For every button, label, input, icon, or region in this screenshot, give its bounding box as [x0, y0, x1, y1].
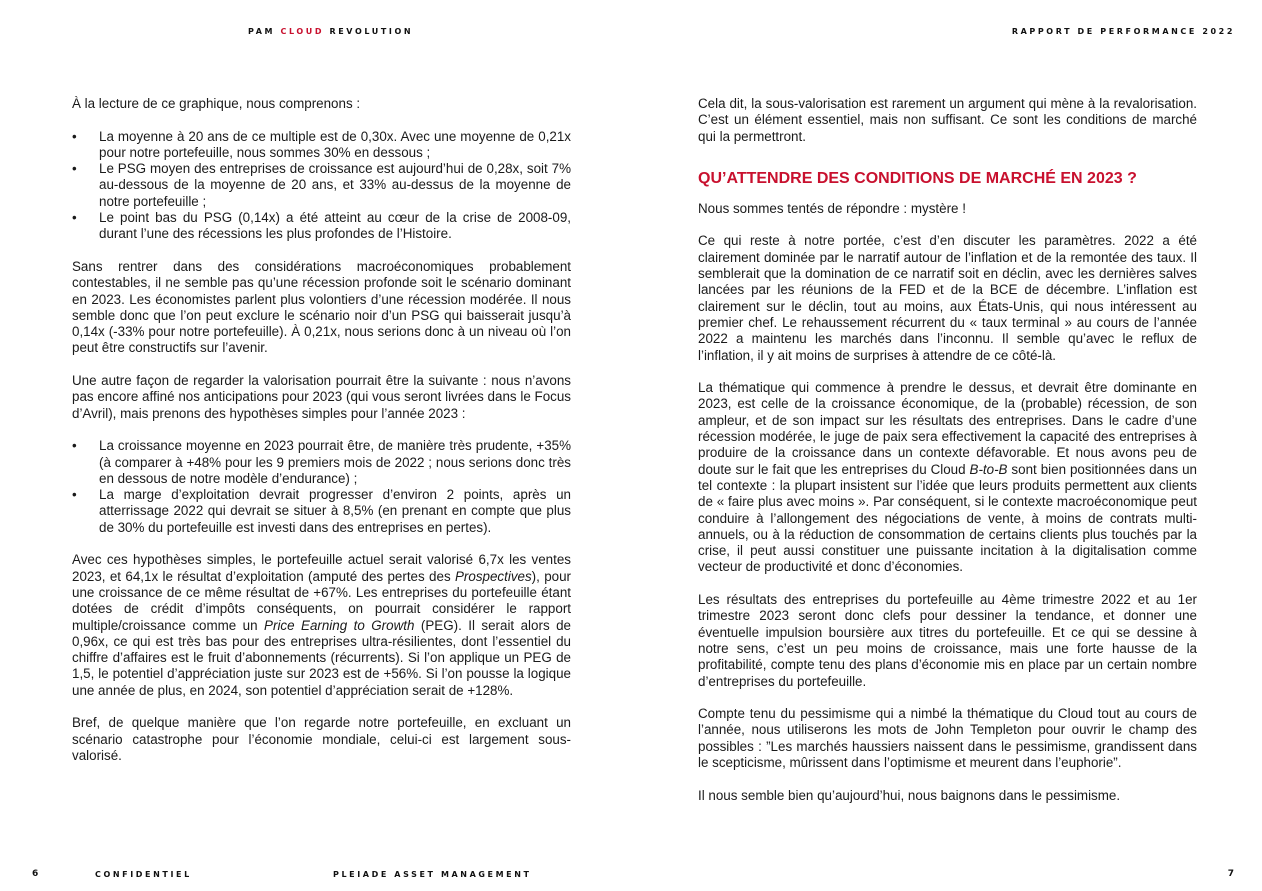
header-publication-title: [248, 27, 413, 36]
text-run: La thématique qui commence à prendre le dessus, et devrait être dominante en 2023, est celle de la croissance économique, de la (probable) récession, de son ampleur, et de son impact sur les résultats des entreprises. Dans le cadre d’une récession modérée, le juge de paix sera effectivement la capacité des entreprises à produire de la croissance dans un contexte défavorable. Et nous avons peu de doute sur le fait que les entreprises du Cloud: [698, 380, 1197, 477]
left-paragraph-valuation: Une autre façon de regarder la valorisation pourrait être la suivante : nous n’avons pas encore affiné nos anticipations pour 2023 (qui vous seront livrées dans le Focus d’Avril), mais prenons des hypothèses simples pour l’année 2023 :: [72, 373, 571, 421]
list-item: • Le PSG moyen des entreprises de croissance est aujourd’hui de 0,28x, soit 7% au-dessous de la moyenne de 20 ans, et 33% au-dessus de la moyenne de notre portefeuille ;: [72, 161, 571, 210]
left-paragraph-intro: À la lecture de ce graphique, nous comprenons :: [72, 96, 361, 111]
text-run: Avec ces hypothèses simples, le portefeuille actuel serait valorisé 6,7x les ventes 2023, et 64,1x le résultat d’exploitation (amputé des pertes des: [72, 552, 571, 584]
left-bullet-list-2: [72, 438, 571, 536]
header-report-title: RAPPORT DE PERFORMANCE 2022: [1011, 27, 1235, 36]
text-run: sont bien positionnées dans un tel contexte : la plupart insistent sur l’idée que leurs produits permettent aux clients de « faire plus avec moins ». Par conséquent, si le contexte macroéconomique peut conduire à l’allongement des négociations de vente, à moins de contrats multi-annuels, ou à la réduction de consommation de certains clients plus touchés par la crise, il peut aussi constituer une puissante incitation à la digitalisation comme vecteur de productivité et donc d’économies.: [698, 461, 1197, 575]
left-paragraph-conclusion: Bref, de quelque manière que l’on regarde notre portefeuille, en excluant un scénario catastrophe pour l’économie mondiale, celui-ci est largement sous-valorisé.: [72, 715, 571, 763]
right-paragraph-inflation: Ce qui reste à notre portée, c’est d’en discuter les paramètres. 2022 a été clairement dominée par le narratif autour de l’inflation et de la remontée des taux. Il semblerait que la domination de ce narratif soit en déclin, avec les dernières salves lancées par les réunions de la FED et de la BCE de décembre. L’inflation est clairement sur le déclin, tout au moins, aux États-Unis, qui nous intéressent au premier chef. Le rehaussement récurrent du « taux terminal » au cours de l’année 2022 a maintenu les marchés dans l’inconnu. Il semble qu’avec le reflux de l’inflation, il y ait moins de surprises à attendre de ce côté-là.: [698, 233, 1197, 363]
right-paragraph-templeton: Compte tenu du pessimisme qui a nimbé la thématique du Cloud tout au cours de l’année, nous utiliserons les mots de John Templeton pour ouvrir le champ des possibles : ”Les marchés haussiers naissent dans le pessimisme, grandissent dans le scepticisme, mûrissent dans l’optimisme et meurent dans l’euphorie”.: [698, 706, 1197, 770]
left-paragraph-recession: Sans rentrer dans des considérations macroéconomiques probablement contestables, il ne semble pas qu’une récession profonde soit le scénario dominant en 2023. Les économistes parlent plus volontiers d’une récession modérée. Il nous semble donc que l’on peut exclure le scénario noir d’un PSG qui baisserait jusqu’à 0,14x (-33% pour notre portefeuille). À 0,21x, nous serions donc à un niveau où l’on peut être constructifs sur l’avenir.: [72, 258, 571, 356]
footer-company-name: PLEIADE ASSET MANAGEMENT: [333, 870, 532, 879]
header-title-pre: PAM: [248, 27, 281, 36]
left-page-column: [72, 96, 571, 780]
right-paragraph-mystery: Nous sommes tentés de répondre : mystère !: [698, 200, 966, 216]
text-run-italic: Prospectives: [455, 568, 532, 584]
page-number-right: 7: [1227, 869, 1234, 879]
right-paragraph-pessimism: Il nous semble bien qu’aujourd’hui, nous baignons dans le pessimisme.: [698, 787, 1121, 803]
page-number-left: 6: [32, 869, 39, 879]
text-run-italic: B-to-B: [969, 461, 1008, 477]
left-paragraph-hypotheses: [72, 552, 571, 699]
right-page-column: [698, 96, 1197, 820]
text-run: (PEG). Il serait alors de 0,96x, ce qui est très bas pour des entreprises ultra-résilientes, dont l’essentiel du chiffre d’affaires est le fruit d’abonnements (récurrents). Si l’on applique un PEG de 1,5, le potentiel d’appréciation juste sur 2023 est de +56%. Si l’on pousse la logique une année de plus, en 2024, son potentiel d’appréciation serait de +128%.: [72, 617, 571, 698]
list-item: • La moyenne à 20 ans de ce multiple est de 0,30x. Avec une moyenne de 0,21x pour notre portefeuille, nous sommes 30% en dessous ;: [72, 129, 571, 162]
text-run-italic: Price Earning to Growth: [264, 617, 415, 633]
right-paragraph-results: Les résultats des entreprises du portefeuille au 4ème trimestre 2022 et au 1er trimestre 2023 seront donc clefs pour dessiner la tendance, et donner une éventuelle impulsion boursière aux titres du portefeuille. Et ce qui se dessine à notre sens, c’est un peu moins de croissance, mais une forte hausse de la profitabilité, compte tenu des plans d’économie mis en place par un certain nombre d’entreprises du portefeuille.: [698, 592, 1197, 689]
list-item: • La croissance moyenne en 2023 pourrait être, de manière très prudente, +35% (à comparer à +48% pour les 9 premiers mois de 2022 ; nous serions donc très en dessous de notre modèle d’endurance) ;: [72, 438, 571, 487]
footer-confidential: CONFIDENTIEL: [95, 870, 192, 879]
right-paragraph-undervaluation: Cela dit, la sous-valorisation est rarement un argument qui mène à la revalorisation. C’est un élément essentiel, mais non suffisant. Ce sont les conditions de marché qui la permettront.: [698, 96, 1197, 144]
list-item: • Le point bas du PSG (0,14x) a été atteint au cœur de la crise de 2008-09, durant l’une des récessions les plus profondes de l’Histoire.: [72, 210, 571, 243]
list-item: • La marge d’exploitation devrait progresser d’environ 2 points, après un atterrissage 2022 qui devrait se situer à 8,5% (en prenant en compte que plus de 30% du portefeuille est investi dans des entreprises en pertes).: [72, 487, 571, 536]
header-title-post: REVOLUTION: [324, 27, 414, 36]
left-bullet-list-1: [72, 129, 571, 243]
text-run: ), pour une croissance de ce même résultat de +67%. Les entreprises du portefeuille étant dotées de crédit d’impôts conséquents, on pourrait considérer le rapport multiple/croissance comme un: [72, 568, 571, 633]
right-paragraph-growth: [698, 380, 1197, 576]
header-title-accent: CLOUD: [280, 27, 325, 36]
section-heading: QU’ATTENDRE DES CONDITIONS DE MARCHÉ EN 2023 ?: [698, 169, 1137, 187]
